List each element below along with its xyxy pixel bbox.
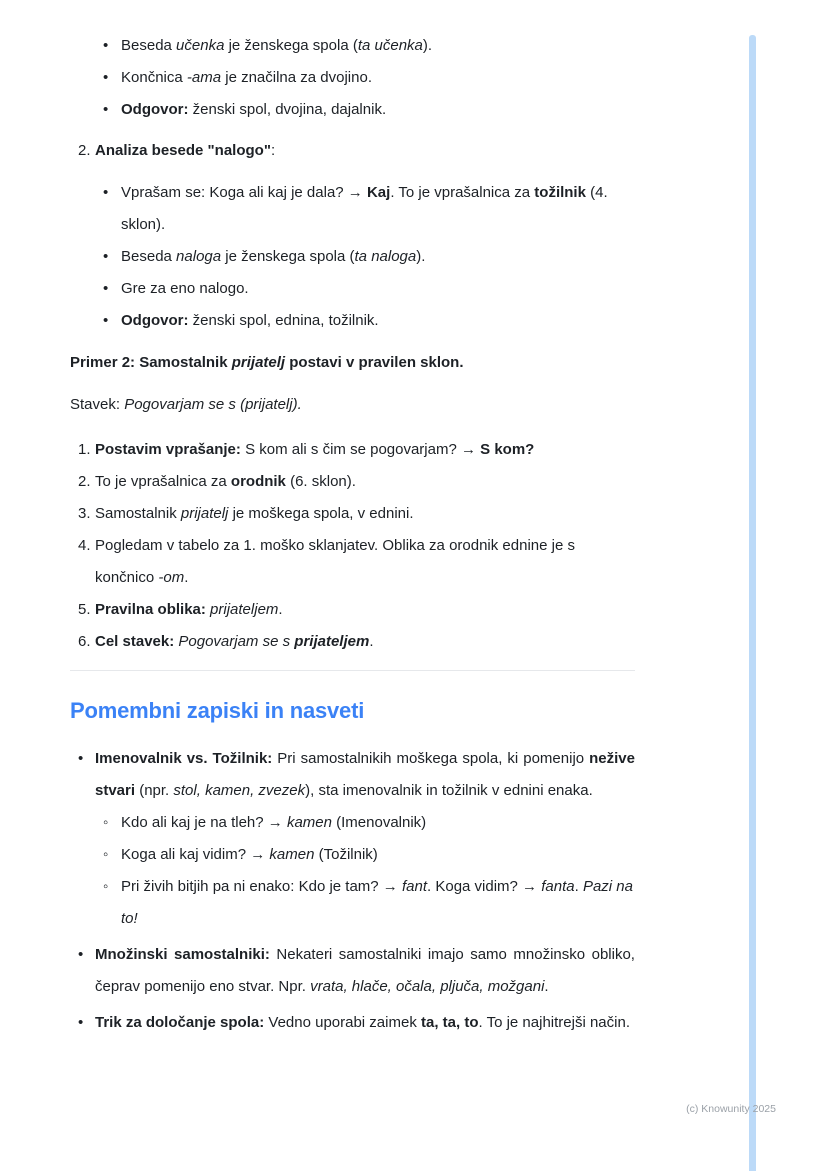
list-item-text (95, 939, 635, 1003)
text-run: (4. sklon). (121, 184, 608, 233)
note-item (78, 939, 635, 1003)
section-divider (70, 670, 635, 671)
text-run: stol, kamen, zvezek (173, 782, 306, 799)
text-run: -om (158, 569, 185, 586)
list-item-text (121, 62, 635, 94)
text-run: . To je vprašalnica za (390, 184, 535, 201)
text-run: Gre za eno nalogo. (121, 280, 249, 297)
list-item-text (95, 594, 635, 626)
list-item (103, 62, 635, 94)
note-sub-list (95, 807, 635, 935)
text-run: prijateljem (210, 601, 279, 618)
list-item-text (95, 626, 635, 658)
text-run: vrata, hlače, očala, pljuča, možgani (310, 978, 545, 995)
list-item-text (95, 466, 635, 498)
text-run: Primer 2: Samostalnik (70, 354, 232, 371)
list-item (95, 839, 635, 871)
text-run: Pravilna oblika: (95, 601, 206, 618)
text-run: (Tožilnik) (314, 846, 378, 863)
primer2-paragraph (70, 347, 635, 379)
list-item-text (121, 305, 635, 337)
text-run: tožilnik (534, 184, 586, 201)
right-accent-bar (749, 35, 756, 1171)
document-content (70, 30, 635, 1039)
text-run: Pri živih bitjih pa ni enako: Kdo je tam? → (121, 878, 402, 895)
text-run: Trik za določanje spola: (95, 1014, 265, 1031)
text-run: Pogovarjam se s (178, 633, 295, 650)
bullet-marker: • (78, 750, 84, 767)
text-run: Vprašam se: Koga ali kaj je dala? → (121, 184, 367, 201)
list-item-text (121, 807, 635, 839)
text-run: Samostalnik (95, 505, 181, 522)
list-item (78, 466, 635, 498)
bullet-marker: • (78, 946, 84, 963)
notes-bullet-list (70, 743, 635, 1039)
text-run: . (544, 978, 549, 995)
stavek-paragraph (70, 389, 635, 421)
bullet-marker: • (78, 1014, 84, 1031)
text-run: (npr. (135, 782, 174, 799)
text-run: Vedno uporabi zaimek (264, 1014, 421, 1031)
text-run: To je vprašalnica za (95, 473, 231, 490)
text-run: ta naloga (354, 248, 417, 265)
circle-bullet-marker: ◦ (103, 878, 109, 895)
text-run: Pazi na to! (121, 878, 633, 927)
text-run: Množinski samostalniki: (95, 946, 270, 963)
text-run: kamen (269, 846, 315, 863)
number-marker: 4. (78, 537, 91, 554)
text-run: Beseda (121, 37, 177, 54)
number-marker: 3. (78, 505, 91, 522)
text-run: ). (422, 37, 433, 54)
list-item (103, 177, 635, 241)
list-item (78, 626, 635, 658)
text-run: je značilna za dvojino. (221, 69, 372, 86)
list-item-text (121, 177, 635, 241)
text-run: ), sta imenovalnik in tožilnik v ednini enaka. (305, 782, 593, 799)
list-item-text (95, 530, 635, 594)
note-item-body (95, 1007, 635, 1039)
circle-bullet-marker: ◦ (103, 846, 109, 863)
text-run: Pogledam v tabelo za 1. moško sklanjatev. Oblika za orodnik ednine je s končnico (95, 537, 575, 586)
text-run: Odgovor: (121, 101, 189, 118)
list-item (78, 594, 635, 626)
text-run: Kdo ali kaj je na tleh? → (121, 814, 287, 831)
list-item (103, 273, 635, 305)
note-item (78, 1007, 635, 1039)
text-run: postavi v pravilen sklon. (285, 354, 464, 371)
text-run: je ženskega spola ( (221, 248, 355, 265)
list-item (103, 30, 635, 62)
number-marker: 6. (78, 633, 91, 650)
text-run: orodnik (230, 473, 286, 490)
list-item (78, 530, 635, 594)
bullet-marker: • (103, 69, 109, 86)
list-item-text (95, 498, 635, 530)
list-item-text (121, 94, 635, 126)
bullet-marker: • (103, 280, 109, 297)
text-run: . (574, 878, 583, 895)
text-run: Pogovarjam se s (prijatelj). (124, 396, 302, 413)
text-run: (Imenovalnik) (331, 814, 427, 831)
text-run: -ama (186, 69, 222, 86)
text-run: prijateljem (294, 633, 370, 650)
note-item (78, 743, 635, 935)
note-item-body (95, 743, 635, 935)
text-run: . Koga vidim? → (427, 878, 542, 895)
text-run: . (184, 569, 189, 586)
list-item-text (121, 273, 635, 305)
text-run: Beseda (121, 248, 177, 265)
text-run: ženski spol, ednina, tožilnik. (188, 312, 379, 329)
list-item-text (121, 871, 635, 935)
circle-bullet-marker: ◦ (103, 814, 109, 831)
text-run: ta učenka (357, 37, 423, 54)
text-run: prijatelj (180, 505, 229, 522)
list-item-text (95, 1007, 635, 1039)
number-marker: 5. (78, 601, 91, 618)
list-item (78, 434, 635, 466)
text-run: Pri samostalnikih moškega spola, ki pomenijo (272, 750, 590, 767)
list-item-text (95, 135, 635, 167)
text-run: Kaj (366, 184, 391, 201)
text-run: . (278, 601, 283, 618)
text-run: Analiza besede "nalogo" (95, 142, 271, 159)
list-item (103, 94, 635, 126)
text-run: je ženskega spola ( (224, 37, 358, 54)
bullet-marker: • (103, 248, 109, 265)
list-item-text (121, 241, 635, 273)
section-heading: Pomembni zapiski in nasveti (70, 698, 365, 723)
text-run: Postavim vprašanje: (95, 441, 241, 458)
list-item (95, 871, 635, 935)
text-run: Koga ali kaj vidim? → (121, 846, 270, 863)
text-run: prijatelj (231, 354, 286, 371)
text-run: ta, ta, to (421, 1014, 479, 1031)
text-run: naloga (176, 248, 222, 265)
bullet-marker: • (103, 312, 109, 329)
text-run: S kom ali s čim se pogovarjam? → (240, 441, 481, 458)
bullet-marker: • (103, 101, 109, 118)
text-run: je moškega spola, v ednini. (228, 505, 414, 522)
text-run: ). (416, 248, 426, 265)
text-run: : (270, 142, 276, 159)
text-run: Odgovor: (121, 312, 189, 329)
bullet-marker: • (103, 184, 109, 201)
number-marker: 2. (78, 473, 91, 490)
text-run: ženski spol, dvojina, dajalnik. (188, 101, 387, 118)
number-marker: 2. (78, 142, 91, 159)
text-run: Cel stavek: (95, 633, 175, 650)
steps-ordered-list (70, 434, 635, 658)
text-run: . (369, 633, 374, 650)
text-run: fant (401, 878, 428, 895)
text-run: Končnica (121, 69, 187, 86)
number-marker: 1. (78, 441, 91, 458)
list-item-text (121, 30, 635, 62)
numbered-item-2 (70, 135, 635, 167)
text-run: Stavek: (70, 396, 125, 413)
text-run: kamen (286, 814, 332, 831)
list-item-text (121, 839, 635, 871)
copyright-watermark: (c) Knowunity 2025 (686, 1103, 776, 1115)
list-item (95, 807, 635, 839)
text-run: Nekateri samostalniki imajo samo množinsko obliko, čeprav pomenijo eno stvar. Npr. (95, 946, 635, 995)
list-item-text (95, 743, 635, 807)
text-run: učenka (176, 37, 225, 54)
text-run: (6. sklon). (285, 473, 356, 490)
text-run: S kom? (480, 441, 535, 458)
list-item (103, 241, 635, 273)
text-run: nežive stvari (95, 750, 635, 799)
text-run: Imenovalnik vs. Tožilnik: (95, 750, 273, 767)
list-item (103, 305, 635, 337)
analysis-ucenka-bullet-list (70, 30, 635, 126)
list-item (78, 498, 635, 530)
analysis-nalogo-bullet-list (70, 177, 635, 337)
text-run: fanta (541, 878, 575, 895)
text-run: . To je najhitrejši način. (478, 1014, 630, 1031)
list-item-text (95, 434, 635, 466)
bullet-marker: • (103, 37, 109, 54)
note-item-body (95, 939, 635, 1003)
